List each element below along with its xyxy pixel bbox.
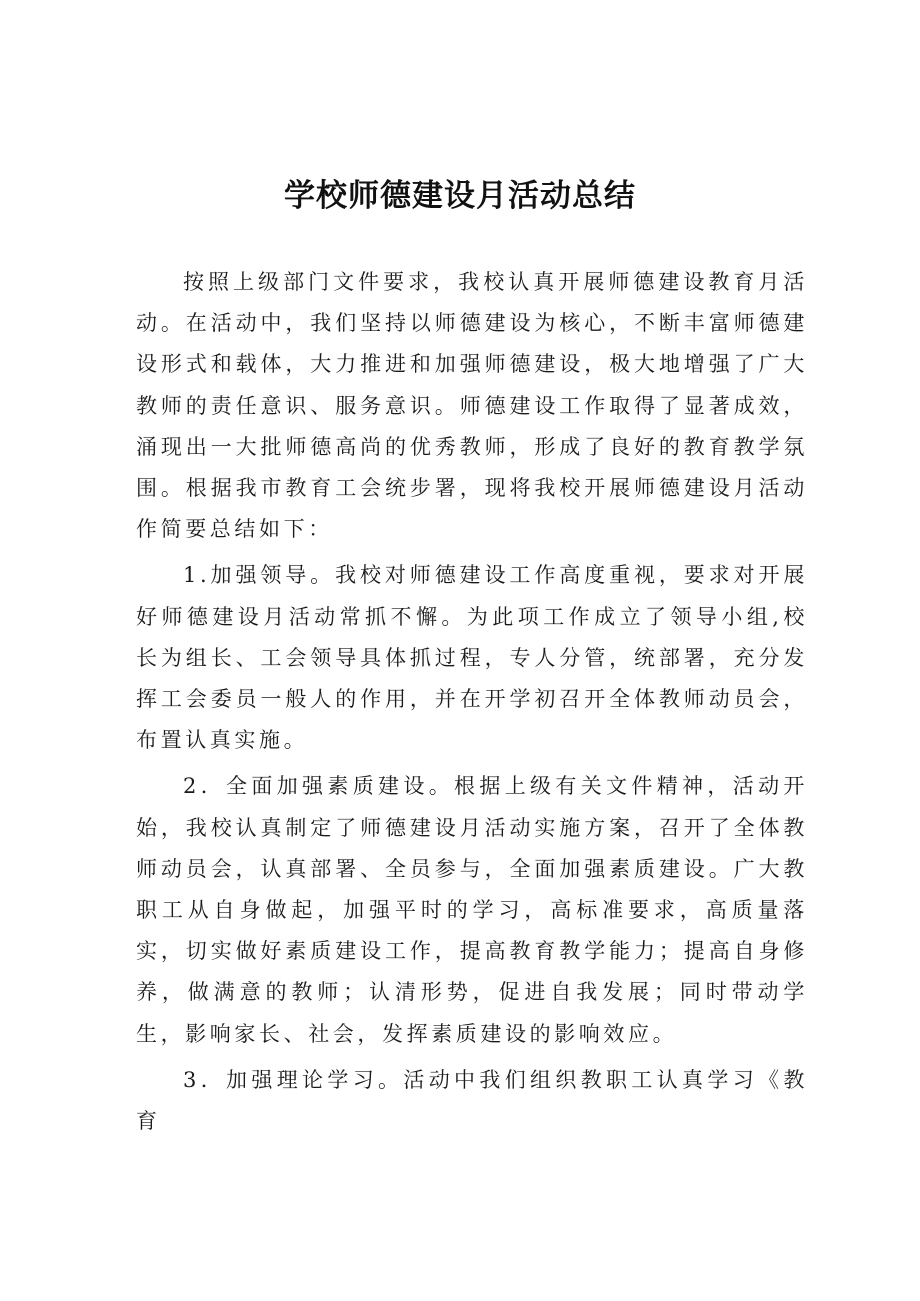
paragraph-item-2: 2．全面加强素质建设。根据上级有关文件精神，活动开始，我校认真制定了师德建设月活动实施方案，召开了全体教师动员会，认真部署、全员参与，全面加强素质建设。广大教职工从自身做起，加强平时的学习，高标准要求，高质量落实，切实做好素质建设工作，提高教育教学能力；提高自身修养，做满意的教师；认清形势，促进自我发展；同时带动学生，影响家长、社会，发挥素质建设的影响效应。 [136, 774, 808, 1046]
paragraph-item-3: 3．加强理论学习。活动中我们组织教职工认真学习《教育 [136, 1067, 808, 1134]
document-title: 学校师德建设月活动总结 [284, 178, 636, 214]
paragraph-item-1: 1.加强领导。我校对师德建设工作高度重视，要求对开展好师德建设月活动常抓不懈。为此项工作成立了领导小组,校长为组长、工会领导具体抓过程，专人分管，统部署，充分发挥工会委员一般人的作用，并在开学初召开全体教师动员会，布置认真实施。 [136, 563, 808, 753]
document-body [136, 262, 808, 1142]
paragraph-intro: 按照上级部门文件要求，我校认真开展师德建设教育月活动。在活动中，我们坚持以师德建设为核心，不断丰富师德建设形式和载体，大力推进和加强师德建设，极大地增强了广大教师的责任意识、服务意识。师德建设工作取得了显著成效，涌现出一大批师德高尚的优秀教师，形成了良好的教育教学氛围。根据我市教育工会统步署，现将我校开展师德建设月活动作简要总结如下： [136, 270, 808, 542]
